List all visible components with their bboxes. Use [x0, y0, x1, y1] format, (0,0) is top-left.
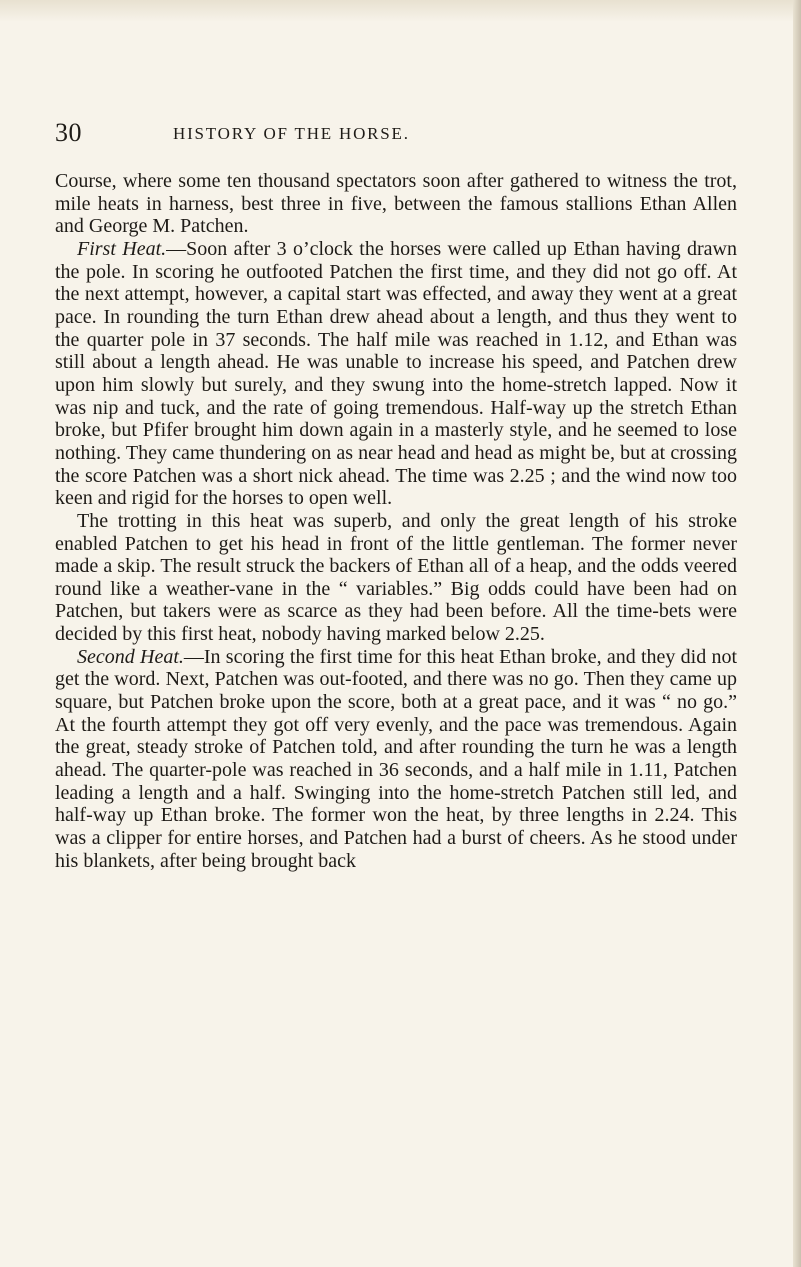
section-lead-first-heat: First Heat.: [77, 237, 167, 260]
paragraph-1: [55, 170, 737, 238]
page-edge-shadow: [793, 0, 801, 1267]
running-head: HISTORY OF THE HORSE.: [173, 124, 410, 143]
paragraph-2: [55, 238, 737, 510]
paragraph-text: —In scoring the first time for this heat Ethan broke, and they did not get the word. Next, Patchen was out-footed, and there was no go. Then they came up square, but Patchen broke upon the score, both at a great pace, and it was “ no go.” At the fourth attempt they got off very evenly, and the pace was tremendous. Again the great, steady stroke of Patchen told, and after rounding the turn he was a length ahead. The quarter-pole was reached in 36 seconds, and a half mile in 1.11, Patchen leading a length and a half. Swinging into the home-stretch Patchen still led, and half-way up Ethan broke. The former won the heat, by three lengths in 2.24. This was a clipper for entire horses, and Patchen had a burst of cheers. As he stood under his blankets, after being brought back: [55, 645, 737, 872]
section-lead-second-heat: Second Heat.: [77, 645, 184, 668]
page-number: 30: [55, 118, 82, 147]
body-text: [55, 170, 737, 872]
paragraph-text: —Soon after 3 o’clock the horses were called up Ethan having drawn the pole. In scoring he outfooted Patchen the first time, and they did not go off. At the next attempt, however, a capital start was effected, and away they went at a great pace. In rounding the turn Ethan drew ahead about a length, and thus they went to the quarter pole in 37 seconds. The half mile was reached in 1.12, and Ethan was still about a length ahead. He was unable to increase his speed, and Patchen drew upon him slowly but surely, and they swung into the home-stretch lapped. Now it was nip and tuck, and the rate of going tremendous. Half-way up the stretch Ethan broke, but Pfifer brought him down again in a masterly style, and he seemed to lose nothing. They came thundering on as near head and head as might be, but at crossing the score Patchen was a short nick ahead. The time was 2.25 ; and the wind now too keen and rigid for the horses to open well.: [55, 237, 737, 510]
paragraph-text: Course, where some ten thousand spectators soon after gathered to witness the trot, mile heats in harness, best three in five, between the famous stallions Ethan Allen and George M. Patchen.: [55, 170, 737, 238]
paragraph-4: [55, 646, 737, 873]
page-header: [55, 118, 745, 148]
paragraph-text: The trotting in this heat was superb, and only the great length of his stroke enabled Patchen to get his head in front of the little gentleman. The former never made a skip. The result struck the backers of Ethan all of a heap, and the odds veered round like a weather-vane in the “ variables.” Big odds could have been had on Patchen, but takers were as scarce as they had been before. All the time-bets were decided by this first heat, nobody having marked below 2.25.: [55, 509, 737, 646]
paragraph-3: [55, 510, 737, 646]
page-top-stain: [0, 0, 801, 22]
